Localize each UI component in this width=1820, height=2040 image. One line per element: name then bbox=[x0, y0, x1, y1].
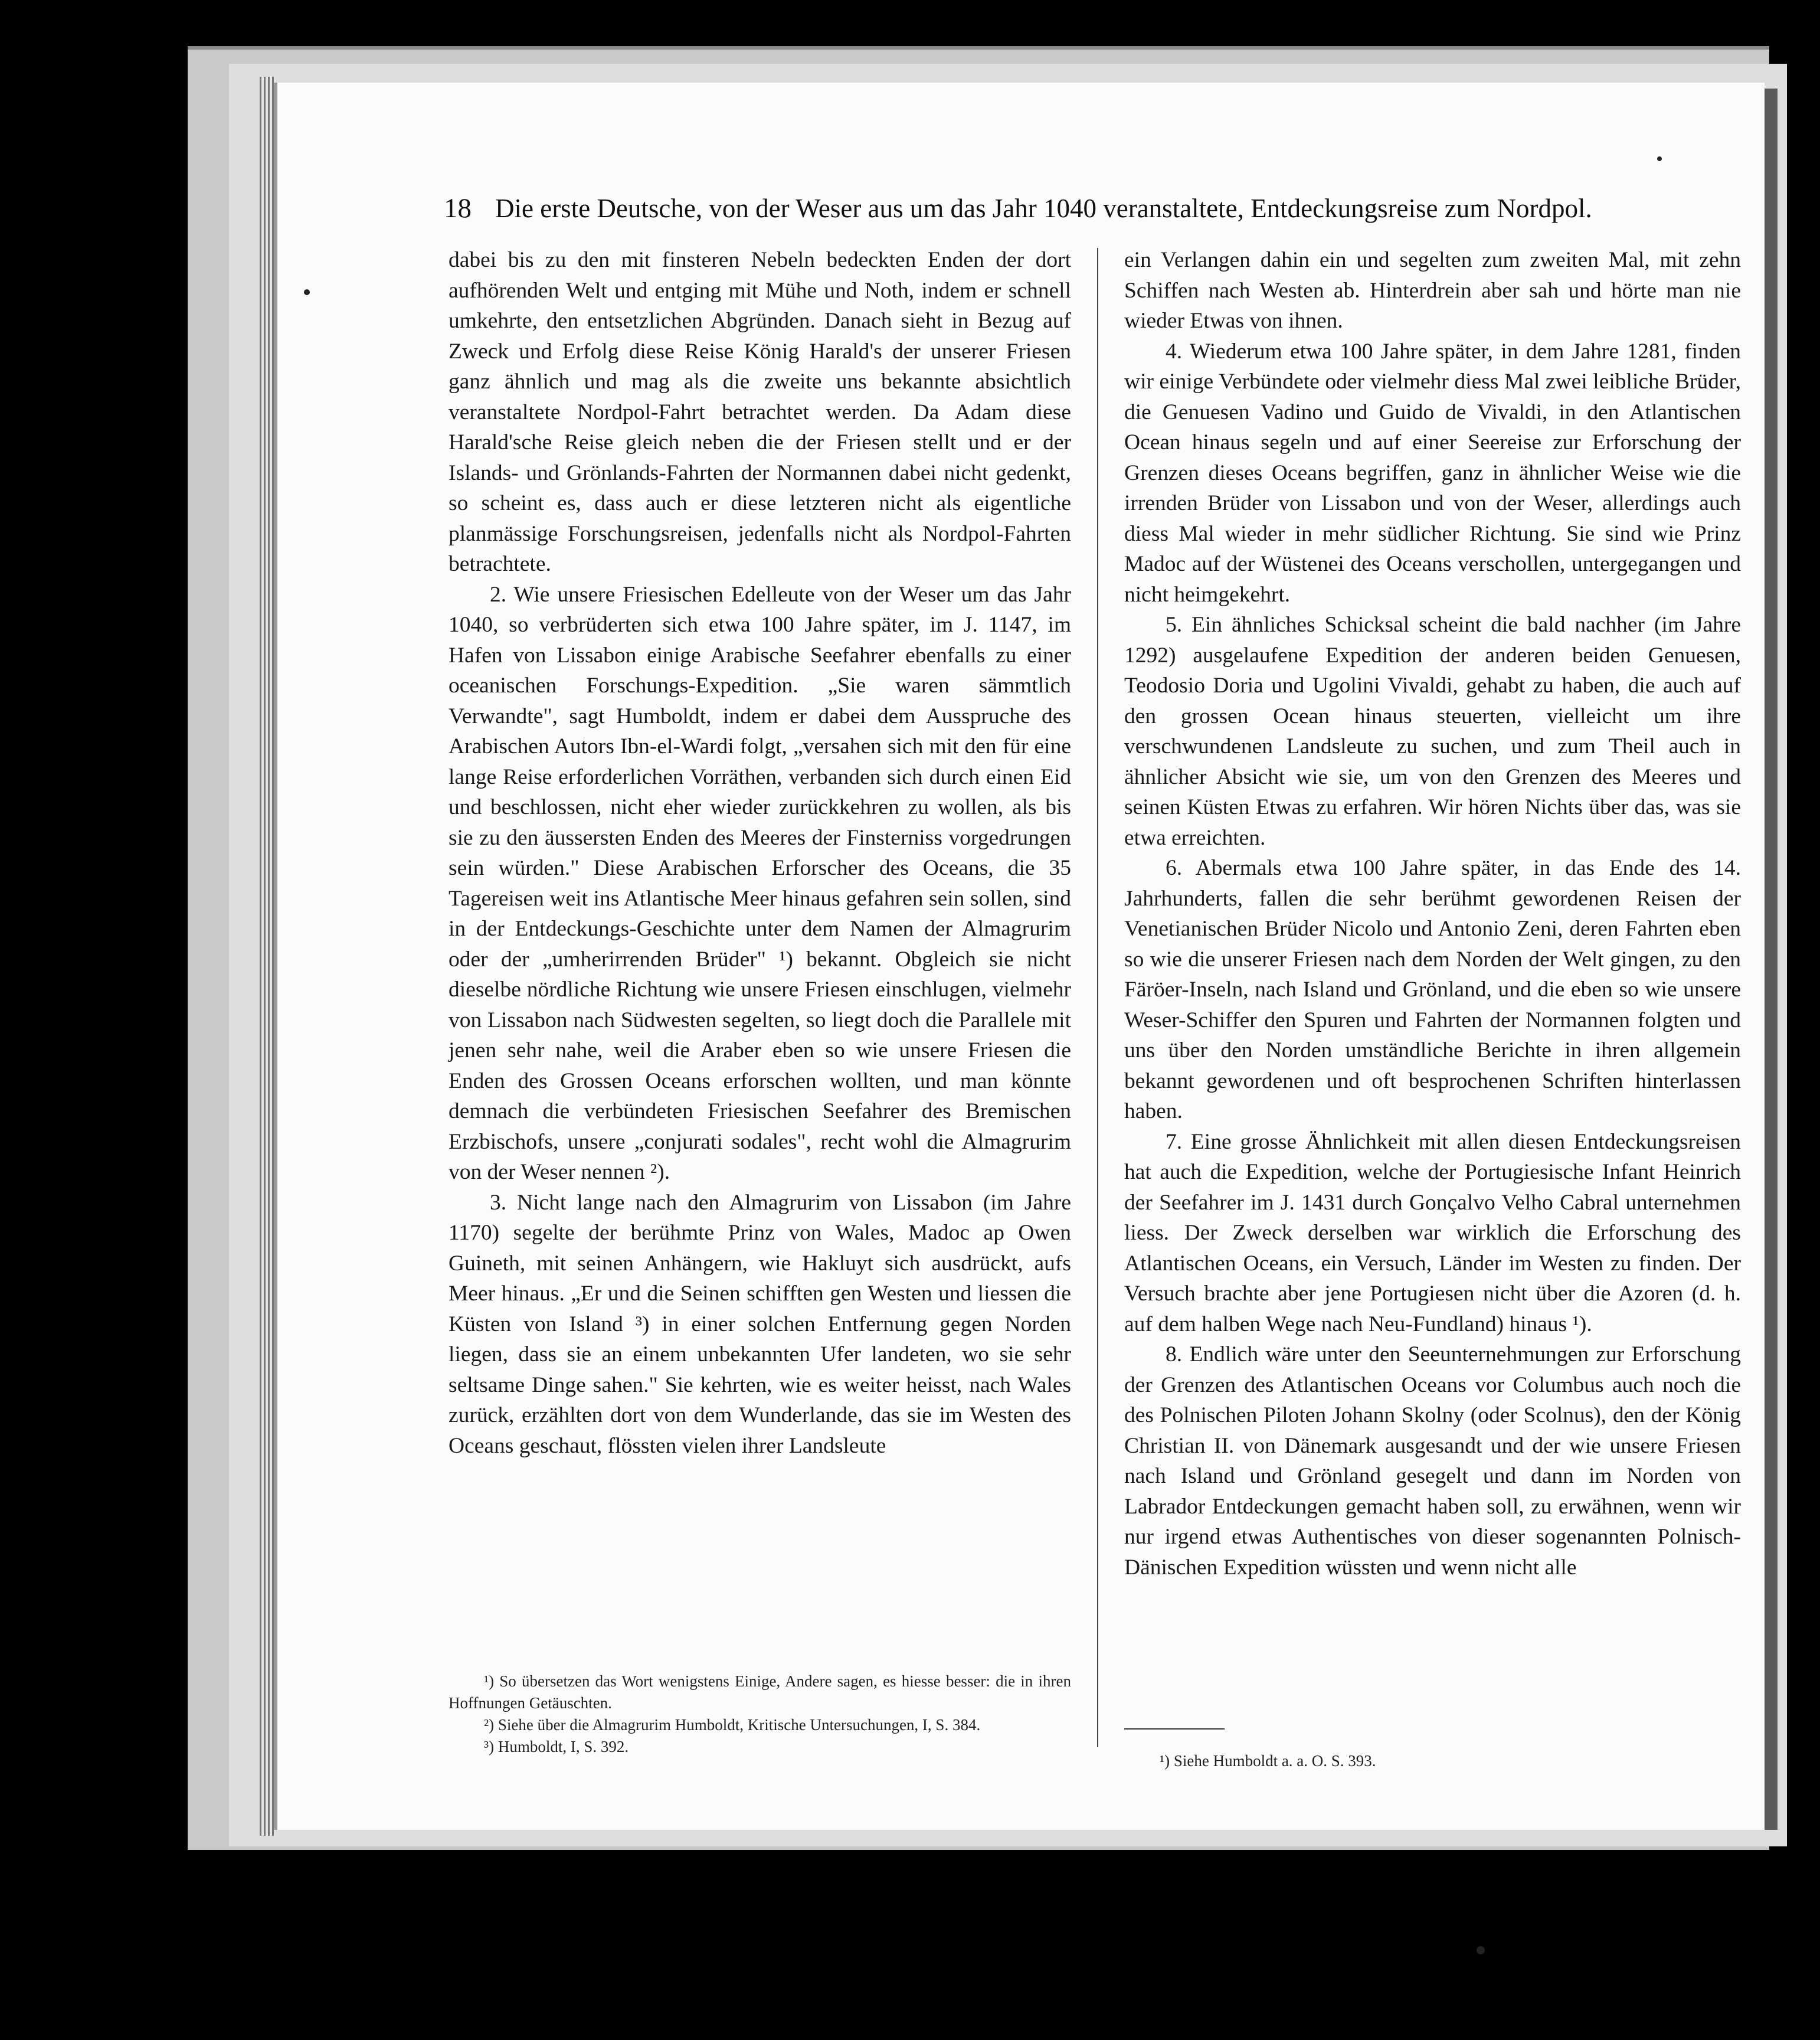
paragraph: 8. Endlich wäre unter den Seeunternehmungen zur Erforschung der Grenzen des Atlantischen Oceans vor Columbus auch noch die des Polnischen Piloten Johann Skolny (oder Scolnus), den der König Christian II. von Dänemark ausgesandt und der wie unsere Friesen nach Island und Grönland gesegelt und dann im Norden von Labrador Entdeckungen gemacht haben soll, zu erwähnen, wenn wir nur irgend etwas Authentisches von dieser sogenannten Polnisch-Dänischen Expedition wüssten und wenn nicht alle bbox=[1124, 1342, 1741, 1580]
paragraph: 4. Wiederum etwa 100 Jahre später, in dem Jahre 1281, finden wir einige Verbündete oder vielmehr diess Mal zwei leibliche Brüder, die Genuesen Vadino und Guido de Vivaldi, in den Atlantischen Ocean hinaus segeln und auf einer Seereise zur Erforschung der Grenzen dieses Oceans begriffen, ganz in ähnlicher Weise wie die irrenden Brüder von Lissabon und von der Weser, allerdings auch diess Mal wieder in mehr südlicher Richtung. Sie sind wie Prinz Madoc auf der Wüstenei des Oceans verschollen, untergegangen und nicht heimgekehrt. bbox=[1124, 339, 1741, 607]
paragraph: 5. Ein ähnliches Schicksal scheint die bald nachher (im Jahre 1292) ausgelaufene Expedition der anderen beiden Genuesen, Teodosio Doria und Ugolini Vivaldi, gehabt zu haben, die auch auf den grossen Ocean hinaus steuerten, vielleicht um ihre verschwundenen Landsleute zu suchen, und zum Theil auch in ähnlicher Absicht wie sie, um von den Grenzen des Meeres und seinen Küsten Etwas zu erfahren. Wir hören Nichts über das, was sie etwa erreichten. bbox=[1124, 613, 1741, 850]
paragraph: 3. Nicht lange nach den Almagrurim von Lissabon (im Jahre 1170) segelte der berühmte Prinz von Wales, Madoc ap Owen Guineth, mit seinen Anhängern, wie Hakluyt sich ausdrückt, aufs Meer hinaus. „Er und die Seinen schifften gen Westen und liessen die Küsten von Island ³) in einer solchen Entfernung gegen Norden liegen, dass sie an einem unbekannten Ufer landeten, wo sie sehr seltsame Dinge sahen." Sie kehrten, wie es weiter heisst, nach Wales zurück, erzählten dort von dem Wunderlande, das sie im Westen des Oceans geschaut, flössten vielen ihrer Landsleute bbox=[449, 1190, 1071, 1458]
scan-speck bbox=[1477, 1946, 1485, 1954]
scan-speck bbox=[304, 289, 310, 295]
footnote: ¹) So übersetzen das Wort wenigstens Einige, Andere sagen, es hiesse besser: die in ihren Hoffnungen Getäuschten. bbox=[449, 1672, 1071, 1712]
footnote: ²) Siehe über die Almagrurim Humboldt, Kritische Untersuchungen, I, S. 384. bbox=[484, 1716, 981, 1734]
footnote-rule bbox=[1124, 1728, 1225, 1730]
paragraph: ein Verlangen dahin ein und segelten zum zweiten Mal, mit zehn Schiffen nach Westen ab. Hinterdrein aber sah und hörte man nie wieder Etwas von ihnen. bbox=[1124, 248, 1741, 333]
running-title: Die erste Deutsche, von der Weser aus um das Jahr 1040 veranstaltete, Entdeckungsreise zum Nordpol. bbox=[495, 194, 1592, 223]
page-edge-shadow bbox=[1765, 89, 1778, 1830]
paragraph: 6. Abermals etwa 100 Jahre später, in das Ende des 14. Jahrhunderts, fallen die sehr berühmt gewordenen Reisen der Venetianischen Brüder Nicolo und Antonio Zeni, deren Fahrten eben so wie die unserer Friesen nach dem Norden der Welt gingen, zu den Färöer-Inseln, nach Island und Grönland, und die eben so wie unsere Weser-Schiffer den Spuren und Fahrten der Normannen folgten und uns über den Norden umständliche Berichte in ihren allgemein bekannt gewordenen und oft besprochenen Schriften hinterlassen haben. bbox=[1124, 856, 1741, 1123]
footnote: ³) Humboldt, I, S. 392. bbox=[484, 1738, 629, 1755]
paragraph: 2. Wie unsere Friesischen Edelleute von der Weser um das Jahr 1040, so verbrüderten sich etwa 100 Jahre später, im J. 1147, im Hafen von Lissabon einige Arabische Seefahrer ebenfalls zu einer oceanischen Forschungs-Expedition. „Sie waren sämmtlich Verwandte", sagt Humboldt, indem er dabei dem Ausspruche des Arabischen Autors Ibn-el-Wardi folgt, „versahen sich mit den für eine lange Reise erforderlichen Vorräthen, verbanden sich durch einen Eid und beschlossen, nicht eher wieder zurückkehren zu wollen, als bis sie zu den äussersten Enden des Meeres der Finsterniss vorgedrungen sein würden." Diese Arabischen Erforscher des Oceans, die 35 Tagereisen weit ins Atlantische Meer hinaus gefahren sein sollen, sind in der Entdeckungs-Geschichte unter dem Namen der Almagrurim oder der „umherirrenden Brüder" ¹) bekannt. Obgleich sie nicht dieselbe nördliche Richtung wie unsere Friesen einschlugen, vielmehr von Lissabon nach Südwesten segelten, so liegt doch die Parallele mit jenen sehr nahe, weil die Araber eben so wie unsere Friesen die Enden des Grossen Oceans erforschen wollten, und man könnte demnach die verbündeten Friesischen Seefahrer des Bremischen Erzbischofs, unsere „conjurati sodales", recht wohl die Almagrurim von der Weser nennen ²). bbox=[449, 582, 1071, 1184]
left-footnotes bbox=[449, 1670, 1071, 1758]
scan-speck bbox=[1657, 156, 1662, 161]
binding-gutter bbox=[260, 77, 275, 1836]
page-number: 18 bbox=[444, 193, 472, 224]
paragraph: 7. Eine grosse Ähnlichkeit mit allen diesen Entdeckungsreisen hat auch die Expedition, welche der Portugiesische Infant Heinrich der Seefahrer im J. 1431 durch Gonçalvo Velho Cabral unternehmen liess. Der Zweck derselben war wirklich die Erforschung des Atlantischen Oceans, ein Versuch, Länder im Westen zu finden. Der Versuch brachte aber jene Portugiesen nicht über die Azoren (d. h. auf dem halben Wege nach Neu-Fundland) hinaus ¹). bbox=[1124, 1129, 1741, 1336]
left-column bbox=[449, 245, 1071, 1461]
footnote: ¹) Siehe Humboldt a. a. O. S. 393. bbox=[1160, 1752, 1376, 1770]
column-divider bbox=[1097, 248, 1098, 1747]
paragraph: dabei bis zu den mit finsteren Nebeln bedeckten Enden der dort aufhörenden Welt und entging mit Mühe und Noth, indem er schnell umkehrte, den entsetzlichen Abgründen. Danach sieht in Bezug auf Zweck und Erfolg diese Reise König Harald's der unserer Friesen ganz ähnlich und mag als die zweite uns bekannte absichtlich veranstaltete Nordpol-Fahrt betrachtet werden. Da Adam diese Harald'sche Reise gleich neben die der Friesen stellt und er der Islands- und Grönlands-Fahrten der Normannen dabei nicht gedenkt, so scheint es, dass auch er diese letzteren nicht als eigentliche planmässige Forschungsreisen, jedenfalls nicht als Nordpol-Fahrten betrachtete. bbox=[449, 248, 1071, 576]
right-footnotes bbox=[1124, 1750, 1741, 1772]
running-header bbox=[444, 192, 1677, 224]
right-column bbox=[1124, 245, 1741, 1583]
